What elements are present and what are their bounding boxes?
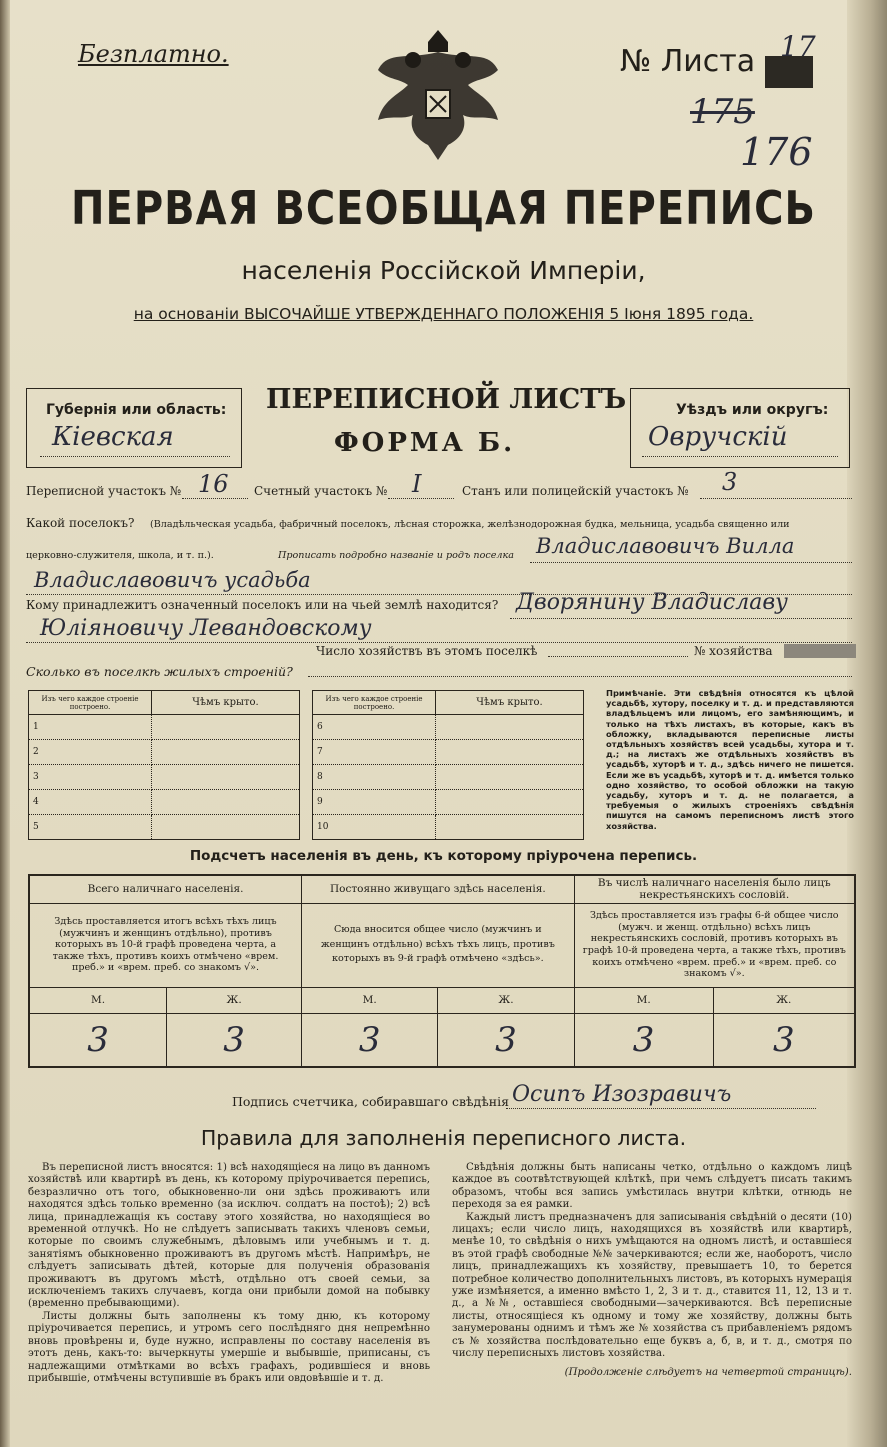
male-header: М. [29, 987, 167, 1013]
buildings-col-roof: Чѣмъ крыто. [152, 691, 300, 715]
settlement-line-1 [530, 562, 852, 563]
owner-label: Кому принадлежитъ означенный поселокъ или на чьей землѣ находится? [26, 598, 499, 612]
settlement-instruction: Прописать подробно названіе и родъ поселка [278, 550, 514, 561]
rules-right-paragraph-2: Каждый листъ предназначенъ для записыванія свѣдѣній о десяти (10) лицахъ; если число лицъ, находящихся въ хозяйствѣ или квартирѣ, менѣе 10, то свѣдѣнія о нихъ умѣщаются на одномъ листѣ, и оставшіеся въ этой графѣ свободные №№ зачеркиваются; если же, наоборотъ, число лицъ, принадлежащихъ къ хозяйству, превышаетъ 10, то берется потребное количество дополнительныхъ листовъ, въ которыхъ нумерація уже измѣняется, а именно вмѣсто 1, 2, 3 и т. д., ставится 11, 12, 13 и т. д., а №№, оставшіеся свободными—зачеркиваются. Всѣ переписные листы, относящіеся къ одному и тому же хозяйству, должны быть занумерованы однимъ и тѣмъ же № хозяйства съ прибавленіемъ рядомъ съ № хозяйства послѣдовательно еще буквъ а, б, в, и т. д., смотря по числу переписныхъ листовъ хозяйства. [452, 1211, 852, 1360]
buildings-col-material: Изъ чего каждое строеніе построено. [313, 691, 436, 715]
count-heading: Подсчетъ населенія въ день, къ которому пріурочена перепись. [189, 848, 698, 864]
rules-right-paragraph-1: Свѣдѣнія должны быть написаны четко, отдѣльно о каждомъ лицѣ каждое въ соотвѣтствующей клѣткѣ, при чемъ слѣдуетъ писать такимъ образомъ, чтобы вся запись умѣстилась внутри клѣтки, отнюдь не переходя за ея рамки. [452, 1162, 852, 1211]
stan-line [700, 498, 852, 499]
buildings-row-number: 1 [29, 715, 152, 740]
stan-label: Станъ или полицейскій участокъ № [462, 484, 689, 498]
sheet-number-value: 17 [780, 30, 816, 63]
count-col-nonpeasant-desc: Здѣсь проставляется изъ графы 6-й общее число (мужч. и женщ. отдѣльно) всѣхъ лицъ некрестьянскихъ сословій, противъ которыхъ въ графѣ 10-й проведена черта, а также тѣхъ, противъ коихъ отмѣчено «врем. преб.» и «врем. преб. со знакомъ √». [574, 903, 855, 987]
buildings-label: Сколько въ поселкѣ жилыхъ строеній? [26, 664, 293, 679]
sheet-number-alt-2: 176 [740, 130, 813, 174]
buildings-note [606, 688, 854, 831]
households-label: Число хозяйствъ въ этомъ поселкѣ [316, 644, 538, 658]
buildings-cell[interactable] [436, 740, 584, 765]
census-area-value[interactable]: 16 [198, 470, 229, 498]
settlement-value-1[interactable]: Владиславовичъ Вилла [536, 534, 795, 558]
count-col-resident-desc: Сюда вносится общее число (мужчинъ и женщинъ отдѣльно) всѣхъ тѣхъ лицъ, противъ которыхъ въ 9-й графѣ отмѣчено «здѣсь». [302, 903, 575, 987]
buildings-cell[interactable] [436, 790, 584, 815]
buildings-col-material: Изъ чего каждое строеніе построено. [29, 691, 152, 715]
rules-left-paragraph-2: Листы должны быть заполнены къ тому дню, къ которому пріурочивается перепись, и утромъ сего послѣдняго дня непремѣнно вновь провѣрены и, буде нужно, исправлены по составу населенія въ этотъ день, какъ-то: вычеркнуты умершіе и выбывшіе, приписаны, съ надлежащими отмѣтками во всѣхъ графахъ, родившіеся и вновь прибывшіе, отмѣчены вступившіе въ бракъ или овдовѣвшіе и т. д. [28, 1310, 430, 1384]
stan-value[interactable]: 3 [722, 468, 738, 496]
sheet-number-alt-1: 175 [690, 92, 755, 132]
rules-continued-note: (Продолженіе слѣдуетъ на четвертой страницѣ). [564, 1366, 852, 1378]
form-name: ПЕРЕПИСНОЙ ЛИСТЪ [266, 384, 627, 415]
households-line [548, 656, 688, 657]
district-value-line [642, 456, 838, 457]
free-label: Безплатно. [78, 40, 229, 68]
rules-left-column [28, 1162, 430, 1385]
resident-female-count[interactable]: 3 [438, 1013, 574, 1067]
total-female-count[interactable]: 3 [167, 1013, 302, 1067]
count-col-total-title: Всего наличнаго населенія. [29, 875, 302, 903]
settlement-hint-2: церковно-служителя, школа, и т. п.). [26, 550, 214, 561]
district-value[interactable]: Овручскій [648, 422, 788, 452]
buildings-cell[interactable] [152, 765, 300, 790]
resident-male-count[interactable]: 3 [302, 1013, 438, 1067]
province-value-line [40, 456, 230, 457]
buildings-cell[interactable] [436, 815, 584, 840]
counting-area-label: Счетный участокъ № [254, 484, 388, 498]
female-header: Ж. [713, 987, 855, 1013]
buildings-row-number: 8 [313, 765, 436, 790]
owner-value-1[interactable]: Дворянину Владиславу [516, 590, 788, 615]
buildings-row-number: 6 [313, 715, 436, 740]
buildings-cell[interactable] [152, 790, 300, 815]
settlement-label: Какой поселокъ? [26, 516, 135, 530]
buildings-row-number: 9 [313, 790, 436, 815]
settlement-value-2[interactable]: Владиславовичъ усадьба [34, 568, 311, 592]
female-header: Ж. [167, 987, 302, 1013]
buildings-cell[interactable] [152, 715, 300, 740]
settlement-hint-1: (Владѣльческая усадьба, фабричный поселокъ, лѣсная сторожка, желѣзнодорожная будка, мельница, усадьба священно или [150, 519, 790, 530]
male-header: М. [574, 987, 713, 1013]
counting-area-line [388, 498, 454, 499]
count-col-nonpeasant-title: Въ числѣ наличнаго населенія было лицъ некрестьянскихъ сословій. [574, 875, 855, 903]
male-header: М. [302, 987, 438, 1013]
buildings-cell[interactable] [152, 740, 300, 765]
sheet-number-label: № Листа [620, 44, 756, 79]
rules-right-column [452, 1162, 852, 1379]
owner-line-2 [26, 642, 852, 643]
population-count-table [28, 874, 856, 1068]
district-label: Уѣздъ или округъ: [676, 402, 829, 418]
buildings-note-text: Примѣчаніе. Эти свѣдѣнія относятся къ цѣлой усадьбѣ, хутору, поселку и т. д. и представляются владѣльцемъ или лицомъ, его замѣняющимъ, и только на тѣхъ листахъ, въ которые, какъ въ обложку, вкладываются переписные листы отдѣльныхъ хозяйствъ всей усадьбы, хутора и т. д.; на листахъ же отдѣльныхъ хозяйствъ въ усадьбѣ, хуторѣ и т. д., здѣсь ничего не пишется. Если же въ усадьбѣ, хуторѣ и т. д. имѣется только одно хозяйство, то особой обложки на такую усадьбу, хуторъ и т. д. не полагается, а требуемыя о жилыхъ строеніяхъ свѣдѣнія пишутся на самомъ переписномъ листѣ этого хозяйства. [606, 688, 854, 831]
double-headed-eagle-emblem [368, 30, 508, 165]
buildings-row-number: 2 [29, 740, 152, 765]
subtitle-decree: на основаніи ВЫСОЧАЙШЕ УТВЕРЖДЕННАГО ПОЛОЖЕНІЯ 5 Іюня 1895 года. [133, 305, 754, 323]
nonpeasant-female-count[interactable]: 3 [713, 1013, 855, 1067]
buildings-row-number: 3 [29, 765, 152, 790]
census-area-label: Переписной участокъ № [26, 484, 182, 498]
buildings-cell[interactable] [436, 715, 584, 740]
buildings-col-roof: Чѣмъ крыто. [436, 691, 584, 715]
nonpeasant-male-count[interactable]: 3 [574, 1013, 713, 1067]
count-col-total-desc: Здѣсь проставляется итогъ всѣхъ тѣхъ лицъ (мужчинъ и женщинъ отдѣльно), противъ которыхъ въ 10-й графѣ проведена черта, а также тѣхъ, противъ коихъ отмѣчено «врем. преб.» и «врем. преб. со знакомъ √». [29, 903, 302, 987]
rules-left-paragraph-1: Въ переписной листъ вносятся: 1) всѣ находящіеся на лицо въ данномъ хозяйствѣ или квартирѣ въ день, къ которому пріурочивается перепись, безразлично отъ того, обыкновенно-ли они здѣсь проживаютъ или находятся здѣсь только временно (за исключ. солдатъ на постоѣ); 2) всѣ лица, принадлежащія къ составу этого хозяйства, но находящіеся во временной отлучкѣ. Но не слѣдуетъ записывать такихъ членовъ семьи, которые по своимъ служебнымъ, дѣловымъ или учебнымъ и т. д. занятіямъ обыкновенно проживаютъ въ другомъ мѣстѣ. Напримѣръ, не слѣдуетъ записывать дѣтей, которые для полученія образованія проживаютъ въ другомъ мѣстѣ, отдѣльно отъ своей семьи, за исключеніемъ такихъ случаевъ, когда они прибыли домой на побывку (временно пребывающими). [28, 1162, 430, 1310]
buildings-table-right [312, 690, 584, 840]
signature-label: Подпись счетчика, собиравшаго свѣдѣнія [232, 1094, 509, 1109]
household-number-label: № хозяйства [694, 644, 773, 658]
buildings-row-number: 4 [29, 790, 152, 815]
counting-area-value[interactable]: I [412, 470, 422, 498]
signature-line [506, 1108, 816, 1109]
buildings-row-number: 5 [29, 815, 152, 840]
form-letter: ФОРМА Б. [334, 428, 516, 458]
buildings-line [308, 676, 852, 677]
buildings-row-number: 7 [313, 740, 436, 765]
buildings-table-left [28, 690, 300, 840]
buildings-cell[interactable] [152, 815, 300, 840]
province-label: Губернія или область: [46, 402, 227, 418]
count-col-resident-title: Постоянно живущаго здѣсь населенія. [302, 875, 575, 903]
rules-title: Правила для заполненія переписного листа. [200, 1126, 687, 1150]
owner-line-1 [510, 618, 852, 619]
household-number-block [784, 644, 856, 658]
province-value[interactable]: Кіевская [52, 422, 174, 452]
total-male-count[interactable]: 3 [29, 1013, 167, 1067]
main-title: ПЕРВАЯ ВСЕОБЩАЯ ПЕРЕПИСЬ [71, 182, 816, 236]
signature-value[interactable]: Осипъ Изозравичъ [512, 1082, 732, 1107]
buildings-row-number: 10 [313, 815, 436, 840]
census-area-line [182, 498, 248, 499]
subtitle-population: населенія Россійской Имперіи, [241, 256, 646, 285]
buildings-cell[interactable] [436, 765, 584, 790]
owner-value-2[interactable]: Юліяновичу Левандовскому [40, 616, 372, 641]
female-header: Ж. [438, 987, 574, 1013]
